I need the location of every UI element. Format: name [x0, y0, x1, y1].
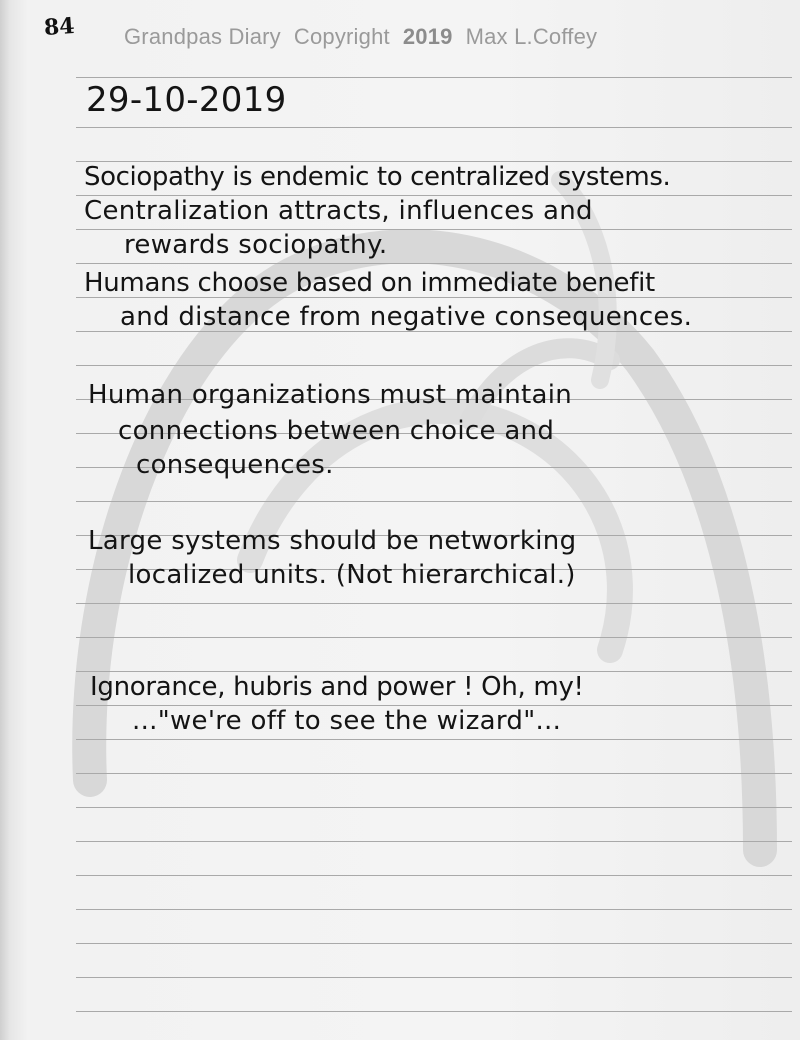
entry-line: consequences. — [136, 450, 334, 480]
entry-line: Centralization attracts, influences and — [84, 196, 593, 226]
ruled-line — [76, 841, 792, 842]
page-number: 84 — [43, 12, 76, 42]
ruled-line — [76, 1011, 792, 1012]
ruled-line — [76, 263, 792, 264]
ruled-line — [76, 773, 792, 774]
ruled-line — [76, 875, 792, 876]
entry-line: ..."we're off to see the wizard"... — [132, 706, 562, 736]
ruled-line — [76, 365, 792, 366]
diary-title: Grandpas Diary — [124, 24, 281, 49]
ruled-line — [76, 603, 792, 604]
entry-line: Humans choose based on immediate benefit — [84, 268, 655, 298]
copyright-year: 2019 — [402, 24, 453, 49]
entry-line: connections between choice and — [118, 416, 555, 446]
ruled-line — [76, 909, 792, 910]
ruled-line — [76, 77, 792, 78]
ruled-line — [76, 807, 792, 808]
entry-line: rewards sociopathy. — [124, 230, 388, 260]
entry-line: Large systems should be networking — [88, 526, 577, 556]
entry-line: Ignorance, hubris and power ! Oh, my! — [90, 672, 584, 702]
entry-line: localized units. (Not hierarchical.) — [128, 560, 576, 590]
entry-line: Human organizations must maintain — [88, 380, 573, 410]
copyright-label: Copyright — [293, 24, 390, 49]
entry-line: and distance from negative consequences. — [120, 302, 693, 332]
page-header — [124, 24, 610, 50]
ruled-line — [76, 977, 792, 978]
ruled-line — [76, 501, 792, 502]
author-name: Max L.Coffey — [465, 24, 598, 49]
entry-date: 29-10-2019 — [86, 80, 287, 120]
ruled-line — [76, 739, 792, 740]
ruled-line — [76, 127, 792, 128]
ruled-line — [76, 637, 792, 638]
entry-line: Sociopathy is endemic to centralized systems. — [84, 162, 671, 192]
ruled-line — [76, 943, 792, 944]
